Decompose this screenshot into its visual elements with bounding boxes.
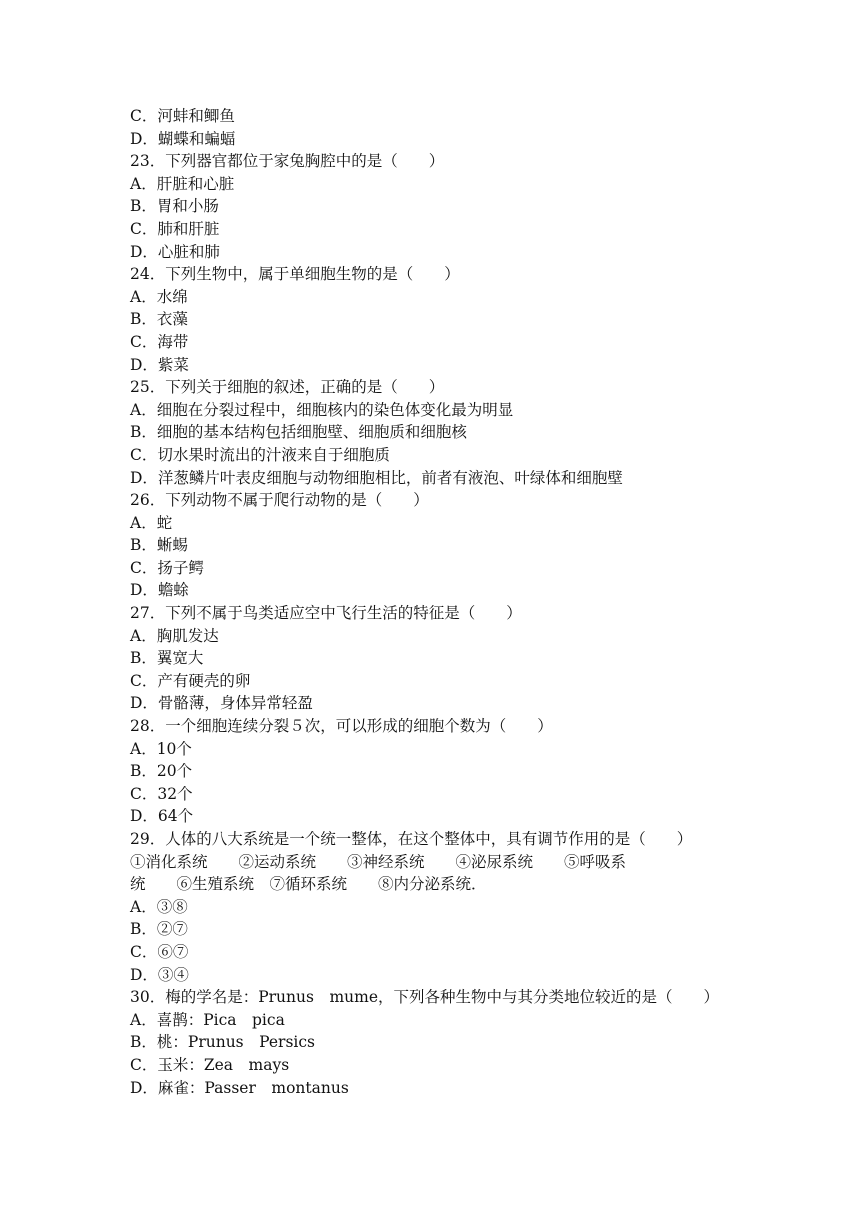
option-a-q25: A．细胞在分裂过程中，细胞核内的染色体变化最为明显 <box>130 400 514 419</box>
option-d-q25: D．洋葱鳞片叶表皮细胞与动物细胞相比，前者有液泡、叶绿体和细胞壁 <box>130 468 623 487</box>
option-d-q30: D．麻雀：Passer montanus <box>130 1078 349 1097</box>
option-d-q26: D．蟾蜍 <box>130 581 189 600</box>
option-a-q26: A．蛇 <box>130 513 173 532</box>
option-c-q27: C．产有硬壳的卵 <box>130 671 251 690</box>
question-list <box>130 105 750 1099</box>
option-c-q23: C．肺和肝脏 <box>130 219 220 238</box>
question-25: 25．下列关于细胞的叙述，正确的是（ ） <box>130 378 445 397</box>
question-29-list-line-2: 统 ⑥生殖系统 ⑦循环系统 ⑧内分泌系统． <box>130 875 487 894</box>
option-d-q23: D．心脏和肺 <box>130 242 220 261</box>
question-29-list-line-1: ①消化系统 ②运动系统 ③神经系统 ④泌尿系统 ⑤呼吸系 <box>130 852 627 871</box>
option-a-q23: A．肝脏和心脏 <box>130 174 235 193</box>
option-a-q27: A．胸肌发达 <box>130 626 219 645</box>
question-27: 27．下列不属于鸟类适应空中飞行生活的特征是（ ） <box>130 604 522 623</box>
option-c-q25: C．切水果时流出的汁液来自于细胞质 <box>130 445 390 464</box>
option-c-q22: C．河蚌和鲫鱼 <box>130 107 235 125</box>
option-b-q28: B．20个 <box>130 762 193 781</box>
option-c-q24: C．海带 <box>130 332 189 351</box>
option-b-q26: B．蜥蜴 <box>130 536 188 555</box>
option-b-q25: B．细胞的基本结构包括细胞壁、细胞质和细胞核 <box>130 423 467 442</box>
option-c-q28: C．32个 <box>130 784 193 803</box>
question-29: 29．人体的八大系统是一个统一整体，在这个整体中，具有调节作用的是（ ） <box>130 830 693 848</box>
option-d-q27: D．骨骼薄，身体异常轻盈 <box>130 694 313 713</box>
option-d-q24: D．紫菜 <box>130 355 189 374</box>
question-26: 26．下列动物不属于爬行动物的是（ ） <box>130 491 429 510</box>
option-b-q24: B．衣藻 <box>130 310 188 329</box>
option-a-q30: A．喜鹊：Pica pica <box>130 1010 285 1029</box>
question-30: 30．梅的学名是：Prunus mume，下列各种生物中与其分类地位较近的是（ ） <box>130 988 720 1007</box>
option-c-q26: C．扬子鳄 <box>130 558 204 577</box>
option-d-q22: D．蝴蝶和蝙蝠 <box>130 129 236 148</box>
option-c-q29: C．⑥⑦ <box>130 942 189 961</box>
option-c-q30: C．玉米：Zea mays <box>130 1055 290 1074</box>
option-b-q30: B．桃：Prunus Persics <box>130 1033 315 1052</box>
question-24: 24．下列生物中，属于单细胞生物的是（ ） <box>130 265 460 284</box>
question-23: 23．下列器官都位于家兔胸腔中的是（ ） <box>130 152 445 171</box>
question-28: 28．一个细胞连续分裂５次，可以形成的细胞个数为（ ） <box>130 717 553 736</box>
option-a-q28: A．10个 <box>130 739 192 758</box>
option-d-q28: D．64个 <box>130 807 194 826</box>
option-b-q29: B．②⑦ <box>130 920 188 939</box>
option-a-q24: A．水绵 <box>130 287 188 306</box>
option-a-q29: A．③⑧ <box>130 897 188 916</box>
option-d-q29: D．③④ <box>130 965 189 984</box>
option-b-q27: B．翼宽大 <box>130 649 204 668</box>
option-b-q23: B．胃和小肠 <box>130 197 219 216</box>
